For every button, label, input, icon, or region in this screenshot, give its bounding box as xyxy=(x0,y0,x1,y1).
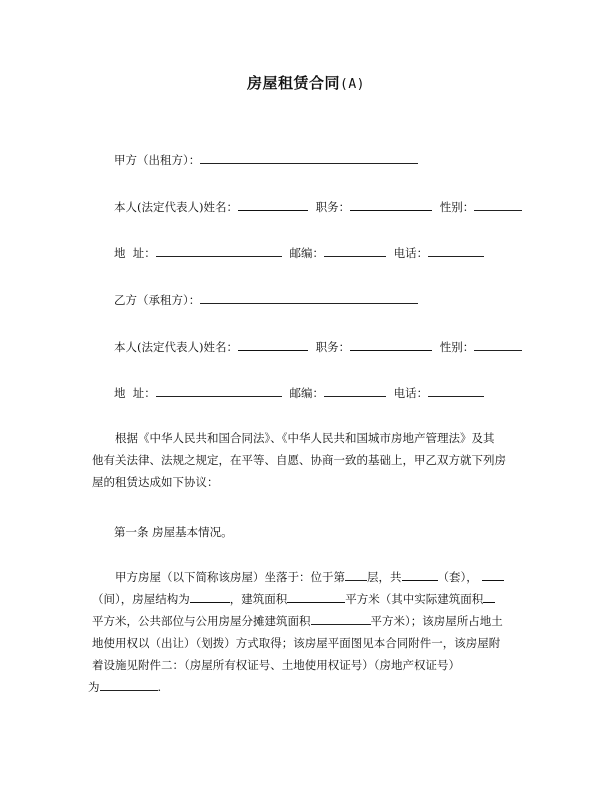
party-b-position-label: 职务： xyxy=(315,340,351,354)
party-b-gender-label: 性别： xyxy=(439,340,475,354)
party-a-phone-blank[interactable] xyxy=(428,245,484,257)
article-1-body xyxy=(88,566,524,698)
party-a-address-line xyxy=(114,245,484,261)
shared-area-blank[interactable] xyxy=(311,613,371,625)
party-b-gender-blank[interactable] xyxy=(474,339,522,351)
article-1-line-2-b: ，建筑面积 xyxy=(229,592,288,606)
article-1-line-2-a: （间），房屋结构为 xyxy=(92,592,190,606)
party-b-phone-blank[interactable] xyxy=(428,385,484,397)
party-a-gender-label: 性别： xyxy=(439,200,475,214)
document-title xyxy=(0,72,612,93)
party-b-label: 乙方（承租方）： xyxy=(114,293,201,307)
article-1-line-3-a: 平方米，公共部位与公用房屋分摊建筑面积 xyxy=(92,614,311,628)
party-a-address-label: 地 址： xyxy=(114,246,156,260)
actual-area-blank[interactable] xyxy=(483,591,495,603)
certificate-number-blank[interactable] xyxy=(100,679,158,691)
preamble-line-3: 屋的租赁达成如下协议： xyxy=(92,475,219,489)
party-b-address-label: 地 址： xyxy=(114,386,156,400)
rooms-blank[interactable] xyxy=(482,569,504,581)
article-1-line-1-a: 甲方房屋（以下简称该房屋）坐落于：位于第 xyxy=(115,570,345,584)
party-a-rep-label: 本人(法定代表人)姓名： xyxy=(114,200,238,214)
article-1-line-1-c: （套）， xyxy=(437,570,478,584)
party-b-position-blank[interactable] xyxy=(350,339,432,351)
floor-blank[interactable] xyxy=(345,569,367,581)
article-1-line-5: 着设施见附件二：（房屋所有权证号、土地使用权证号）（房地产权证号） xyxy=(92,658,460,672)
article-1-line-6 xyxy=(88,676,524,698)
article-1-line-1 xyxy=(92,566,524,588)
party-b-rep-label: 本人(法定代表人)姓名： xyxy=(114,340,238,354)
party-b-address-line xyxy=(114,385,484,401)
article-1-heading: 第一条 房屋基本情况。 xyxy=(114,525,233,539)
preamble-line-1: 根据《中华人民共和国合同法》、《中华人民共和国城市房地产管理法》及其 xyxy=(115,431,495,445)
party-b-rep-line xyxy=(114,339,522,355)
article-1-line-3-b: 平方米）；该房屋所占地土 xyxy=(370,614,503,628)
party-a-rep-line xyxy=(114,199,522,215)
party-b-name-blank[interactable] xyxy=(238,339,308,351)
title-suffix: (A) xyxy=(340,77,365,92)
title-main: 房屋租赁合同 xyxy=(247,74,341,92)
preamble-line-2: 他有关法律、法规之规定，在平等、自愿、协商一致的基础上，甲乙双方就下列房 xyxy=(92,453,506,467)
party-b-postcode-blank[interactable] xyxy=(324,385,386,397)
party-b-blank[interactable] xyxy=(200,292,418,304)
party-a-blank[interactable] xyxy=(200,152,418,164)
article-1-line-2-c: 平方米（其中实际建筑面积 xyxy=(345,592,484,606)
party-a-phone-label: 电话： xyxy=(393,246,429,260)
party-a-postcode-label: 邮编： xyxy=(289,246,324,260)
party-a-line xyxy=(114,152,418,168)
floor-area-blank[interactable] xyxy=(287,591,345,603)
party-a-address-blank[interactable] xyxy=(156,245,282,257)
party-b-address-blank[interactable] xyxy=(156,385,282,397)
structure-blank[interactable] xyxy=(190,591,230,603)
article-1-line-1-b: 层，共 xyxy=(367,570,402,584)
party-a-position-label: 职务： xyxy=(315,200,351,214)
party-a-name-blank[interactable] xyxy=(238,199,308,211)
party-b-phone-label: 电话： xyxy=(393,386,429,400)
article-1-line-2 xyxy=(92,588,524,610)
party-a-gender-blank[interactable] xyxy=(474,199,522,211)
preamble-paragraph xyxy=(92,427,524,493)
total-units-blank[interactable] xyxy=(402,569,438,581)
article-1-line-6-a: 为 xyxy=(88,680,100,694)
party-b-postcode-label: 邮编： xyxy=(289,386,324,400)
article-1-line-3 xyxy=(92,610,524,632)
party-a-position-blank[interactable] xyxy=(350,199,432,211)
party-b-line xyxy=(114,292,418,308)
article-1-line-6-b: . xyxy=(157,680,162,694)
party-a-label: 甲方（出租方）： xyxy=(114,153,201,167)
article-1-line-4: 地使用权以（出让）（划拨）方式取得；该房屋平面图见本合同附件一，该房屋附 xyxy=(92,636,501,650)
party-a-postcode-blank[interactable] xyxy=(324,245,386,257)
